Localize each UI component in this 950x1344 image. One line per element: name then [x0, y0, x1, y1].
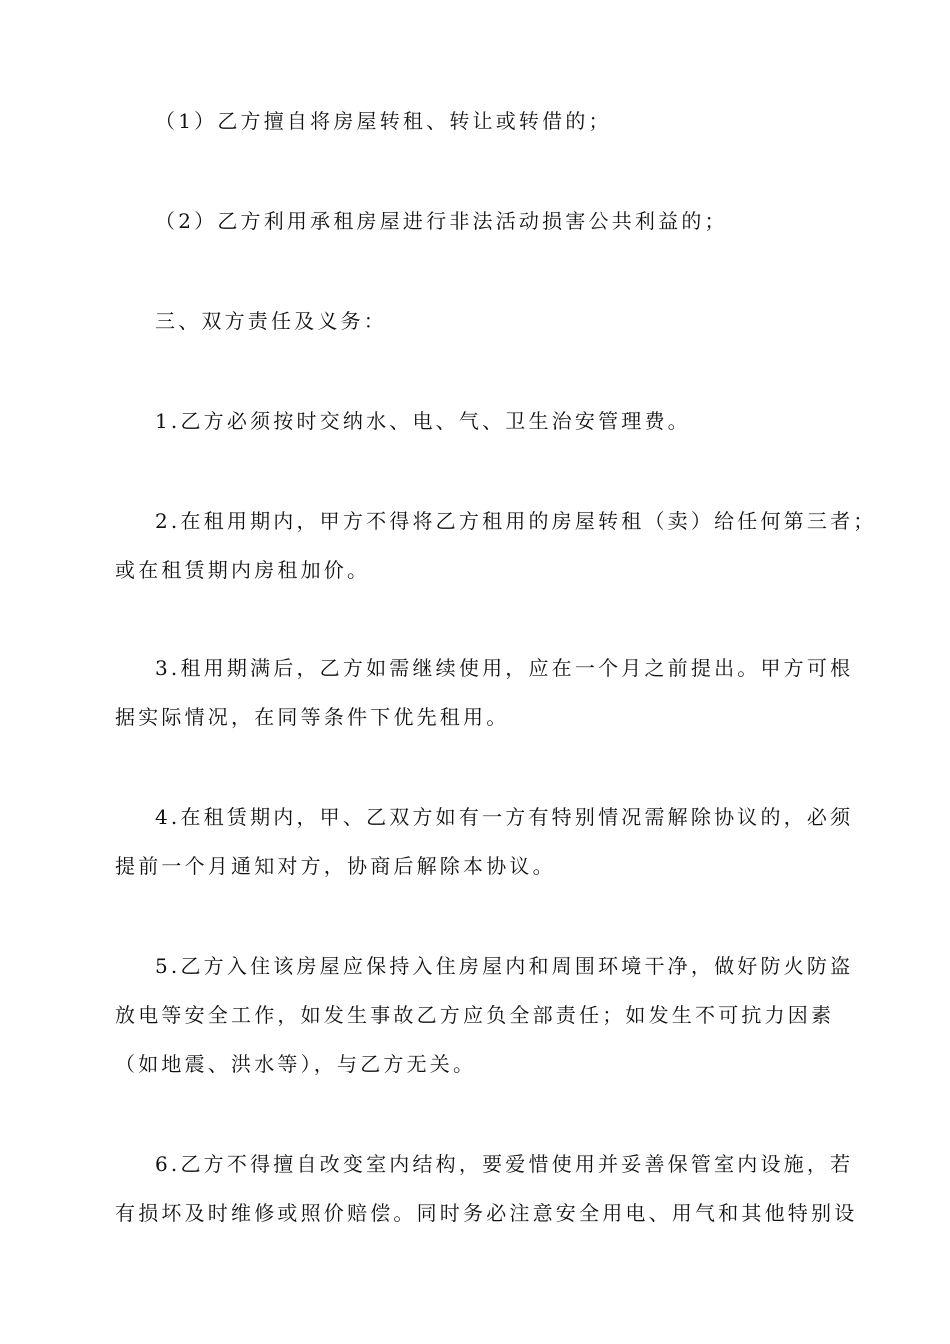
clause-2-line-2: 或在租赁期内房租加价。 — [115, 558, 371, 582]
clause-5-line-1: 5.乙方入住该房屋应保持入住房屋内和周围环境干净，做好防火防盗 — [155, 954, 854, 978]
clause-5-paragraph — [115, 942, 854, 1089]
clause-3-line-2: 据实际情况，在同等条件下优先租用。 — [115, 705, 510, 729]
item-2-paragraph — [115, 197, 840, 246]
clause-6-line-1: 6.乙方不得擅自改变室内结构，要爱惜使用并妥善保管室内设施，若 — [155, 1152, 854, 1176]
clause-4-line-2: 提前一个月通知对方，协商后解除本协议。 — [115, 854, 556, 878]
clause-1-line-1: 1.乙方必须按时交纳水、电、气、卫生治安管理费。 — [155, 409, 691, 433]
clause-5-line-2: 放电等安全工作，如发生事故乙方应负全部责任；如发生不可抗力因素 — [115, 1003, 835, 1027]
item-2-line-1: （2）乙方利用承租房屋进行非法活动损害公共利益的； — [155, 209, 728, 233]
clause-2-paragraph — [115, 497, 877, 595]
clause-4-paragraph — [115, 793, 854, 891]
item-1-line-1: （1）乙方擅自将房屋转租、转让或转借的； — [155, 109, 612, 133]
section-heading — [115, 297, 840, 346]
clause-4-line-1: 4.在租赁期内，甲、乙双方如有一方有特别情况需解除协议的，必须 — [155, 805, 854, 829]
clause-3-paragraph — [115, 644, 854, 742]
clause-2-line-1: 2.在租用期内，甲方不得将乙方租用的房屋转租（卖）给任何第三者； — [155, 509, 877, 533]
item-1-paragraph — [115, 97, 840, 146]
section-heading-line-1: 三、双方责任及义务： — [155, 309, 387, 333]
clause-1-paragraph — [115, 397, 840, 446]
clause-3-line-1: 3.租用期满后，乙方如需继续使用，应在一个月之前提出。甲方可根 — [155, 656, 854, 680]
clause-6-paragraph — [115, 1140, 858, 1238]
clause-5-line-3: （如地震、洪水等），与乙方无关。 — [115, 1052, 477, 1076]
clause-6-line-2: 有损坏及时维修或照价赔偿。同时务必注意安全用电、用气和其他特别设 — [115, 1201, 858, 1225]
